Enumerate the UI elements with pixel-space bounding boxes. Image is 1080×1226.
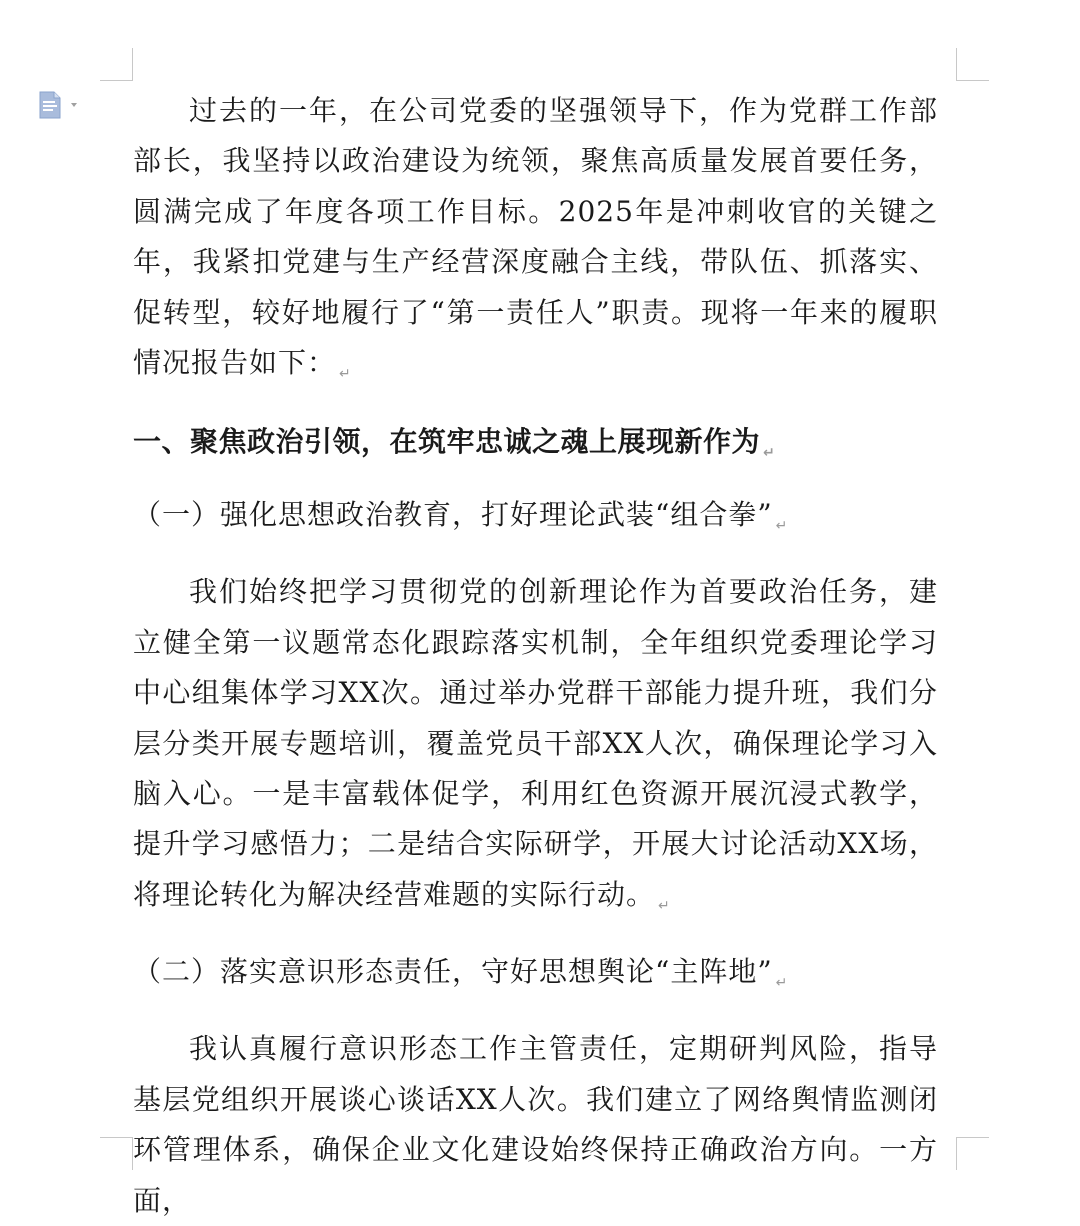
body-paragraph-1 [133, 567, 938, 931]
crop-mark-bottom-right [956, 1137, 989, 1170]
subsection-heading-1 [133, 490, 938, 551]
crop-mark-bottom-left [100, 1137, 133, 1170]
subsection-heading-2-text: （二）落实意识形态责任，守好思想舆论“主阵地” [133, 955, 773, 989]
intro-text: 过去的一年，在公司党委的坚强领导下，作为党群工作部部长，我坚持以政治建设为统领，聚焦高质量发展首要任务，圆满完成了年度各项工作目标。2025年是冲刺收官的关键之年，我紧扣党建与生产经营深度融合主线，带队伍、抓落实、促转型，较好地履行了“第一责任人”职责。现将一年来的履职情况报告如下： [133, 94, 938, 380]
paragraph-mark-icon: ↵ [775, 975, 789, 992]
intro-paragraph [133, 86, 938, 399]
section-heading [133, 417, 938, 478]
subsection-heading-1-text: （一）强化思想政治教育，打好理论武装“组合拳” [133, 498, 773, 532]
paragraph-mark-icon: ↵ [658, 897, 671, 914]
paragraph-mark-icon: ↵ [339, 366, 352, 383]
subsection-heading-2 [133, 947, 938, 1008]
body-paragraph-2 [133, 1024, 938, 1226]
body-paragraph-1-text: 我们始终把学习贯彻党的创新理论作为首要政治任务，建立健全第一议题常态化跟踪落实机制，全年组织党委理论学习中心组集体学习XX次。通过举办党群干部能力提升班，我们分层分类开展专题培训，覆盖党员干部XX人次，确保理论学习入脑入心。一是丰富载体促学，利用红色资源开展沉浸式教学，提升学习感悟力；二是结合实际研学，开展大讨论活动XX场，将理论转化为解决经营难题的实际行动。 [133, 575, 938, 911]
chevron-down-icon[interactable] [71, 103, 77, 107]
paragraph-mark-icon: ↵ [763, 445, 776, 462]
body-paragraph-2-text: 我认真履行意识形态工作主管责任，定期研判风险，指导基层党组织开展谈心谈话XX人次。我们建立了网络舆情监测闭环管理体系，确保企业文化建设始终保持正确政治方向。一方面， [133, 1032, 938, 1217]
paragraph-mark-icon: ↵ [775, 518, 789, 535]
section-heading-text: 一、聚焦政治引领，在筑牢忠诚之魂上展现新作为 [133, 425, 761, 459]
crop-mark-top-left [100, 48, 133, 81]
document-icon[interactable] [38, 90, 84, 120]
crop-mark-top-right [956, 48, 989, 81]
document-body [133, 86, 938, 1226]
